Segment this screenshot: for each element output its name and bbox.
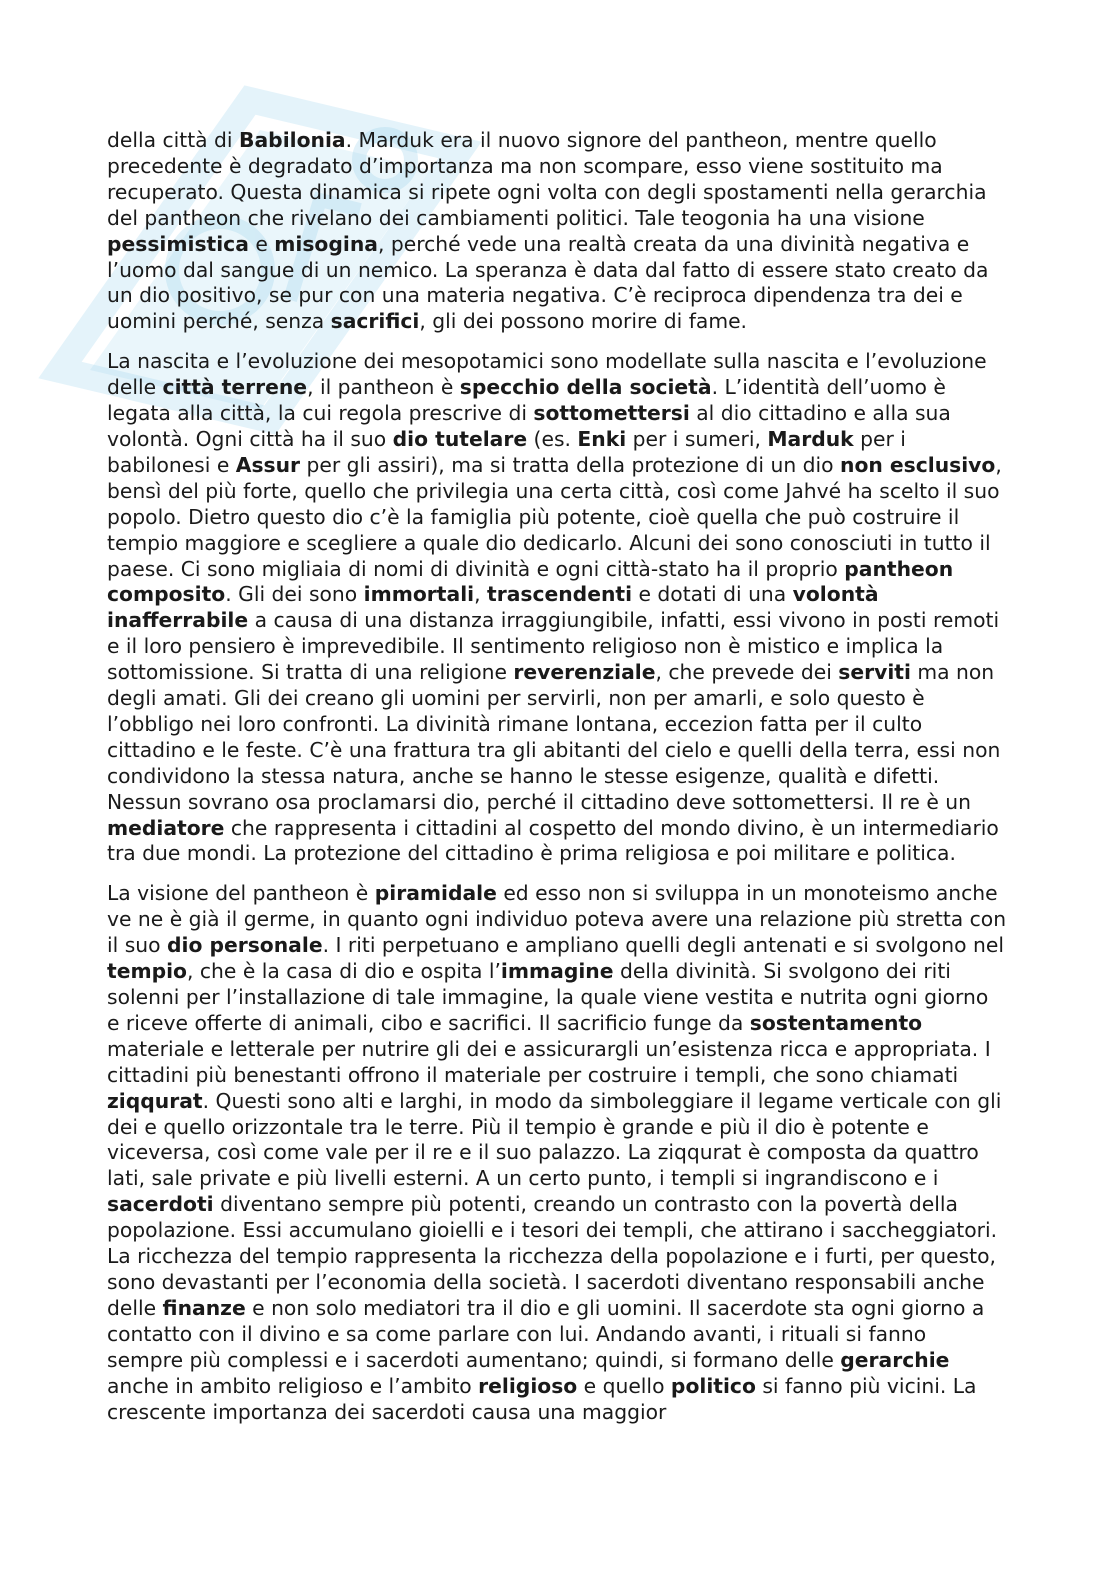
bold-term: Babilonia — [239, 128, 346, 152]
paragraph — [107, 881, 1007, 1425]
text-run: (es. — [527, 426, 578, 451]
text-run: , che prevede dei — [655, 660, 839, 685]
text-run: , perché vede una realtà creata da una divinità negativa e l’uomo dal sangue di un nemico. La speranza è data dal fatto di essere stato creato da un dio positivo, se pur con una materia negativa. C’è reciproca dipendenza tra dei e uomini perché, senza — [107, 231, 989, 334]
paragraph — [107, 349, 1007, 867]
bold-term: pessimistica — [107, 231, 249, 256]
text-run: per i sumeri, — [626, 426, 768, 451]
bold-term: ziqqurat — [107, 1088, 203, 1113]
bold-term: finanze — [162, 1295, 246, 1320]
bold-term: Assur — [235, 452, 301, 477]
bold-term: reverenziale — [513, 660, 656, 685]
text-run: e — [248, 231, 275, 256]
text-run: si fanno più vicini. La crescente importanza dei sacerdoti causa una maggior — [107, 1373, 977, 1424]
text-run: , il pantheon è — [307, 375, 460, 400]
bold-term: volontà inafferrabile — [107, 582, 879, 633]
text-run: ed esso non si sviluppa in un monoteismo anche ve ne è già il germe, in quanto ogni individuo poteva avere una relazione più stretta con il suo — [107, 881, 1007, 958]
bold-term: immagine — [500, 959, 614, 984]
bold-term: gerarchie — [840, 1347, 950, 1372]
text-run: , che è la casa di dio e ospita l’ — [187, 959, 501, 984]
text-run: della città di — [107, 128, 240, 152]
bold-term: piramidale — [374, 881, 497, 906]
text-run: . Marduk era il nuovo signore del pantheon, mentre quello precedente è degradato d’importanza ma non scompare, esso viene sostituito ma recuperato. Questa dinamica si ripete ogni volta con degli spostamenti nella gerarchia del pantheon che rivelano dei cambiamenti politici. Tale teogonia ha una visione — [107, 128, 987, 230]
bold-term: tempio — [107, 959, 187, 984]
bold-term: sostentamento — [749, 1010, 923, 1035]
text-run: per i babilonesi e — [107, 426, 906, 477]
bold-term: misogina — [274, 231, 378, 256]
bold-term: religioso — [478, 1373, 578, 1398]
text-run: . Questi sono alti e larghi, in modo da simboleggiare il legame verticale con gli dei e quello orizzontale tra le terre. Più il tempio è grande e più il dio è potente e viceversa, così come vale per il re e il suo palazzo. La ziqqurat è composta da quattro lati, sale private e più livelli esterni. A un certo punto, i templi si ingrandiscono e i — [107, 1088, 1002, 1191]
bold-term: mediatore — [107, 815, 225, 840]
text-run: e non solo mediatori tra il dio e gli uomini. Il sacerdote sta ogni giorno a contatto con il divino e sa come parlare con lui. Andando avanti, i rituali si fanno sempre più complessi e i sacerdoti aumentano; quindi, si formano delle — [107, 1295, 985, 1372]
text-run: per gli assiri), ma si tratta della protezione di un dio — [300, 452, 841, 477]
text-run: , bensì del più forte, quello che privilegia una certa città, così come Jahvé ha scelto il suo popolo. Dietro questo dio c’è la famiglia più potente, cioè quella che può costruire il tempio maggiore e scegliere a quale dio dedicarlo. Alcuni dei sono conosciuti in tutto il paese. Ci sono migliaia di nomi di divinità e ogni città-stato ha il proprio — [107, 452, 1002, 581]
text-run: , gli dei possono morire di fame. — [419, 309, 747, 334]
text-run: della divinità. Si svolgono dei riti solenni per l’installazione di tale immagine, la quale viene vestita e nutrita ogni giorno e riceve offerte di animali, cibo e sacrifici. Il sacrificio funge da — [107, 959, 989, 1035]
bold-term: Marduk — [767, 426, 854, 451]
bold-term: immortali — [363, 582, 475, 607]
text-run: La visione del pantheon è — [107, 881, 375, 906]
text-run: a causa di una distanza irraggiungibile, infatti, essi vivono in posti remoti e il loro pensiero è imprevedibile. Il sentimento religioso non è mistico e implica la sottomissione. Si tratta di una religione — [107, 608, 1000, 685]
bold-term: sacrifici — [330, 309, 420, 334]
bold-term: trascendenti — [487, 582, 633, 607]
text-run: . Gli dei sono — [225, 582, 364, 607]
text-run: . L’identità dell’uomo è legata alla città, la cui regola prescrive di — [107, 375, 946, 426]
text-run: al dio cittadino e alla sua volontà. Ogni città ha il suo — [107, 401, 951, 451]
text-run: anche in ambito religioso e l’ambito — [107, 1373, 479, 1398]
bold-term: politico — [670, 1373, 756, 1398]
bold-term: pantheon composito — [107, 556, 954, 607]
bold-term: dio personale — [167, 933, 323, 958]
bold-term: sacerdoti — [107, 1192, 214, 1217]
text-run: che rappresenta i cittadini al cospetto del mondo divino, è un intermediario tra due mondi. La protezione del cittadino è prima religiosa e poi militare e politica. — [107, 815, 999, 866]
bold-term: Enki — [577, 426, 627, 451]
text-run: e dotati di una — [632, 582, 793, 607]
bold-term: specchio della società — [459, 375, 712, 400]
document-body — [107, 128, 1007, 1439]
bold-term: sottomettersi — [533, 401, 690, 426]
text-run: e quello — [577, 1373, 671, 1398]
bold-term: non esclusivo — [840, 452, 996, 477]
paragraph — [107, 128, 1007, 335]
text-run: materiale e letterale per nutrire gli dei e assicurargli un’esistenza ricca e appropriata. I cittadini più benestanti offrono il materiale per costruire i templi, che sono chiamati — [107, 1036, 991, 1087]
text-run: diventano sempre più potenti, creando un contrasto con la povertà della popolazione. Essi accumulano gioielli e i tesori dei templi, che attirano i saccheggiatori. La ricchezza del tempio rappresenta la ricchezza della popolazione e i furti, per questo, sono devastanti per l’economia della società. I sacerdoti diventano responsabili anche delle — [107, 1192, 998, 1320]
text-run: , — [474, 582, 488, 607]
bold-term: serviti — [838, 660, 911, 685]
text-run: ma non degli amati. Gli dei creano gli uomini per servirli, non per amarli, e solo questo è l’obbligo nei loro confronti. La divinità rimane lontana, eccezion fatta per il culto cittadino e le feste. C’è una frattura tra gli abitanti del cielo e quelli della terra, essi non condividono la stessa natura, anche se hanno le stesse esigenze, qualità e difetti. Nessun sovrano osa proclamarsi dio, perché il cittadino deve sottomettersi. Il re è un — [107, 660, 1001, 814]
text-run: . I riti perpetuano e ampliano quelli degli antenati e si svolgono nel — [322, 933, 1004, 958]
bold-term: città terrene — [162, 375, 308, 400]
bold-term: dio tutelare — [392, 426, 528, 451]
text-run: La nascita e l’evoluzione dei mesopotamici sono modellate sulla nascita e l’evoluzione delle — [107, 349, 987, 400]
